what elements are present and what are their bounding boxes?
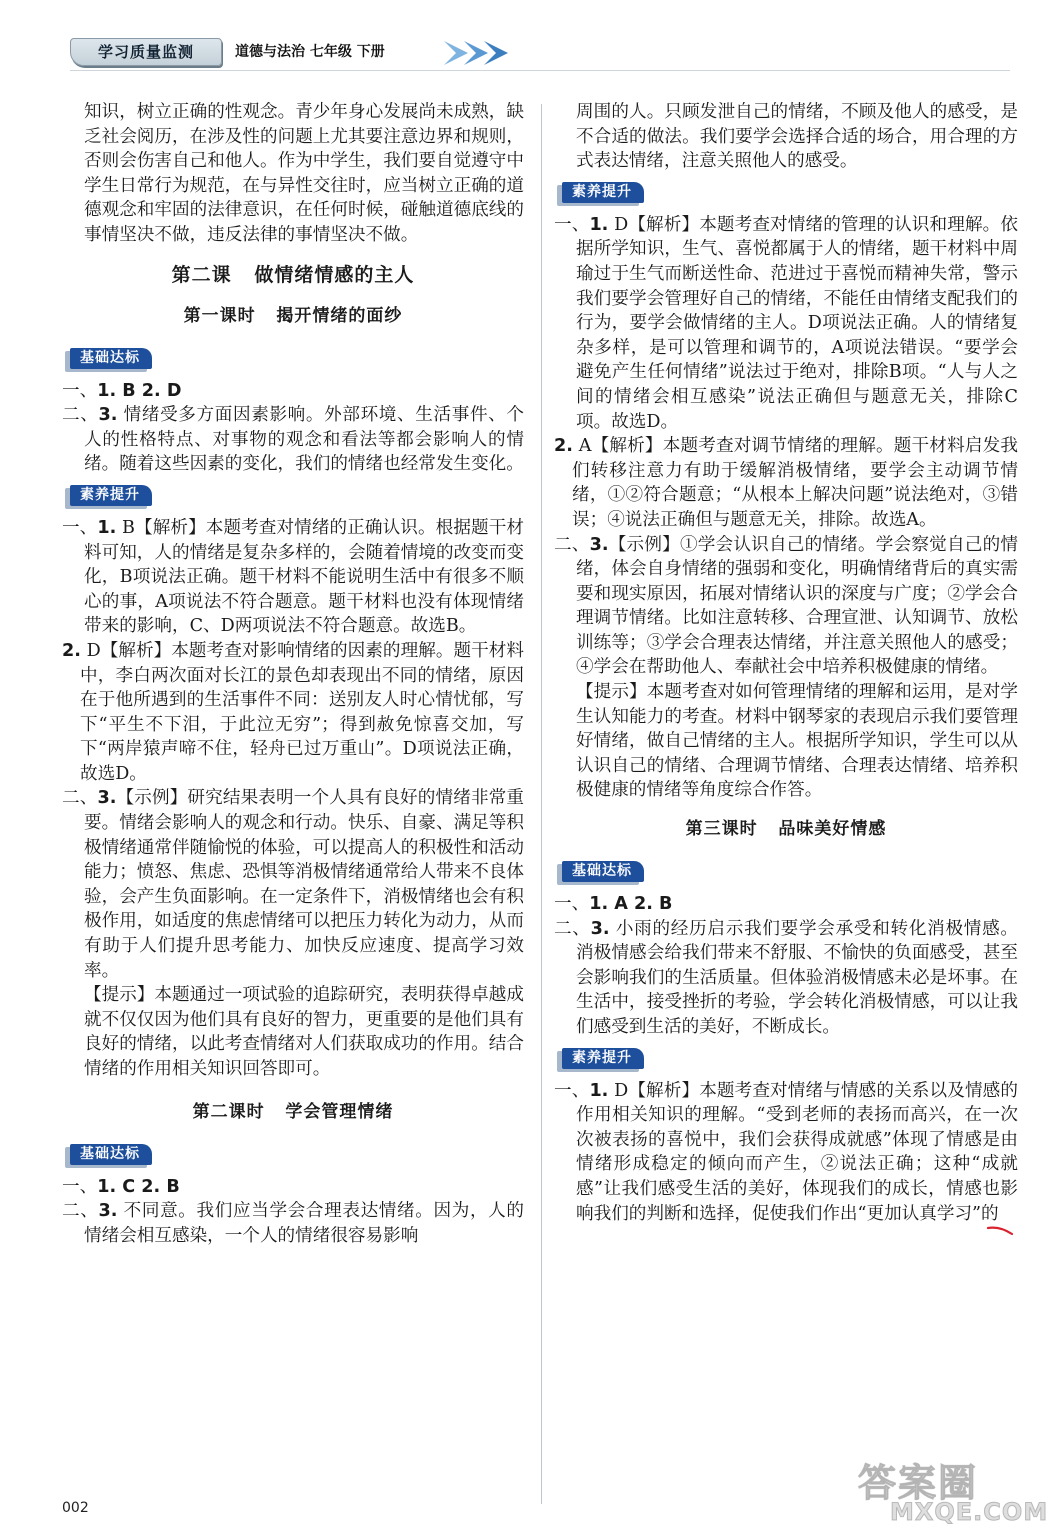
answer-line: 一、1. A 2. B <box>554 894 673 915</box>
lesson-title: 第二课 做情绪情感的主人 <box>171 263 415 286</box>
answer-paragraph: 一、1. D【解析】本题考查对情绪的管理的认识和理解。依据所学知识，生气、喜悦都属于人的情绪，题干材料中周瑜过于生气而断送性命、范进过于喜悦而精神失常，警示我们要学会管理好自己的情绪，不能任由情绪支配我们的行为，要学会做情绪的主人。D项说法正确。人的情绪复杂多样，是可以管理和调节的，A项说法错误。“要学会避免产生任何情绪”说法过于绝对，排除B项。“人与人之间的情绪会相互感染”说法正确但与题意无关，排除C项。故选D。 <box>554 214 1018 432</box>
right-column <box>554 100 1018 1226</box>
section-tag-improve: 素养提升 <box>562 182 644 203</box>
double-chevron-icon <box>442 38 522 68</box>
answer-paragraph: 二、3.【示例】①学会认识自己的情绪。学会察觉自己的情绪，体会自身情绪的强弱和变化，明确情绪背后的真实需要和现实原因，拓展对情绪认识的深度与广度；②学会合理调节情绪。比如注意转移、合理宣泄、认知调节、放松训练等；③学会合理表达情绪，并注意关照他人的感受；④学会在帮助他人、奉献社会中培养积极健康的情绪。 <box>554 534 1018 678</box>
site-watermark <box>850 1452 1049 1528</box>
period-title: 第三课时 品味美好情感 <box>685 819 887 840</box>
section-tag-improve: 素养提升 <box>562 1048 644 1069</box>
continued-paragraph: 知识，树立正确的性观念。青少年身心发展尚未成熟，缺乏社会阅历，在涉及性的问题上尤其要注意边界和规则，否则会伤害自己和他人。作为中学生，我们要自觉遵守中学生日常行为规范，在与异性交往时，应当树立正确的道德观念和牢固的法律意识，在任何时候，碰触道德底线的事情坚决不做，违反法律的事情坚决不做。 <box>84 102 524 245</box>
answer-paragraph: 二、3. 情绪受多方面因素影响。外部环境、生活事件、个人的性格特点、对事物的观念和看法等都会影响人的情绪。随着这些因素的变化，我们的情绪也经常发生变化。 <box>62 405 524 475</box>
answer-line: 一、1. B 2. D <box>62 380 182 401</box>
section-tag-improve: 素养提升 <box>70 485 152 506</box>
column-divider <box>541 104 542 1504</box>
section-tag-basic: 基础达标 <box>70 348 152 369</box>
red-pen-mark <box>986 1224 1016 1238</box>
answer-paragraph: 二、3. 不同意。我们应当学会合理表达情绪。因为，人的情绪会相互感染，一个人的情绪很容易影响 <box>62 1201 524 1246</box>
answer-paragraph: 二、3. 小雨的经历启示我们要学会承受和转化消极情感。消极情感会给我们带来不舒服、不愉快的负面感受，甚至会影响我们的生活质量。但体验消极情感未必是坏事。在生活中，接受挫折的考验，学会转化消极情感，可以让我们感受到生活的美好，不断成长。 <box>554 918 1018 1037</box>
answer-paragraph: 2. D【解析】本题考查对影响情绪的因素的理解。题干材料中，李白两次面对长江的景色却表现出不同的情绪，原因在于他所遇到的生活事件不同：送别友人时心情忧郁，写下“平生不下泪，于此泣无穷”；得到赦免惊喜交加，写下“两岸猿声啼不住，轻舟已过万重山”。D项说法正确，故选D。 <box>62 640 524 784</box>
subject-label: 道德与法治 七年级 下册 <box>235 44 385 60</box>
period-title: 第一课时 揭开情绪的面纱 <box>183 305 403 326</box>
continued-paragraph: 周围的人。只顾发泄自己的情绪，不顾及他人的感受，是不合适的做法。我们要学会选择合适的场合，用合理的方式表达情绪，注意关照他人的感受。 <box>576 102 1018 172</box>
answer-paragraph: 一、1. D【解析】本题考查对情绪与情感的关系以及情感的作用相关知识的理解。“受到老师的表扬而高兴，在一次次被表扬的喜悦中，我们会获得成就感”体现了情感是由情绪形成稳定的倾向而产生，②说法正确；这种“成就感”让我们感受生活的美好，体现我们的成长，情感也影响我们的判断和选择，促使我们作出“更加认真学习”的 <box>554 1080 1018 1224</box>
left-column <box>62 100 524 1248</box>
watermark-domain-text: MXQE.COM <box>890 1498 1049 1526</box>
period-title: 第二课时 学会管理情绪 <box>192 1101 394 1122</box>
section-tag-basic: 基础达标 <box>70 1144 152 1165</box>
page-number: 002 <box>62 1500 89 1516</box>
header-divider <box>70 70 1010 71</box>
answer-paragraph: 二、3.【示例】研究结果表明一个人具有良好的情绪非常重要。情绪会影响人的观念和行动。快乐、自豪、满足等积极情绪通常伴随愉悦的体验，可以提高人的积极性和活动能力；愤怒、焦虑、恐惧等消极情绪通常给人带来不良体验，会产生负面影响。在一定条件下，消极情绪也会有积极作用，如适度的焦虑情绪可以把压力转化为动力，从而有助于人们提升思考能力、加快反应速度、提高学习效率。 <box>62 788 524 981</box>
tip-paragraph: 【提示】本题通过一项试验的追踪研究，表明获得卓越成就不仅仅因为他们具有良好的智力，更重要的是他们具有良好的情绪，以此考查情绪对人们获取成功的作用。结合情绪的作用相关知识回答即可。 <box>84 985 524 1079</box>
section-tag-basic: 基础达标 <box>562 861 644 882</box>
watermark-logo-text: 答案圈 <box>858 1461 979 1505</box>
series-brand-label: 学习质量监测 <box>70 38 222 66</box>
answer-paragraph: 一、1. B【解析】本题考查对情绪的正确认识。根据题干材料可知，人的情绪是复杂多样的，会随着情境的改变而变化，B项说法正确。题干材料不能说明生活中有很多不顺心的事，A项说法不符合题意。题干材料也没有体现情绪带来的影响，C、D两项说法不符合题意。故选B。 <box>62 517 524 637</box>
tip-paragraph: 【提示】本题考查对如何管理情绪的理解和运用，是对学生认知能力的考查。材料中钢琴家的表现启示我们要管理好情绪，做自己情绪的主人。根据所学知识，学生可以从认识自己的情绪、合理调节情绪、合理表达情绪、培养积极健康的情绪等角度综合作答。 <box>576 682 1018 801</box>
page-header <box>70 38 530 68</box>
answer-line: 一、1. C 2. B <box>62 1176 180 1197</box>
answer-paragraph: 2. A【解析】本题考查对调节情绪的理解。题干材料启发我们转移注意力有助于缓解消极情绪，要学会主动调节情绪，①②符合题意；“从根本上解决问题”说法绝对，③错误；④说法正确但与题意无关，排除。故选A。 <box>554 436 1018 530</box>
